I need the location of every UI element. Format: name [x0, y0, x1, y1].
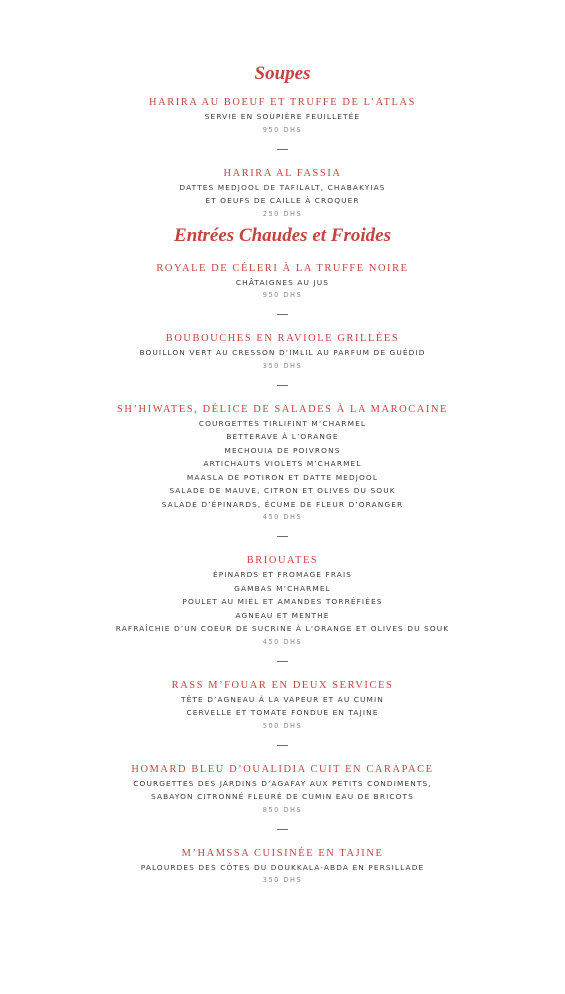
dish-bouchouches: [0, 332, 565, 373]
dish-name: RASS M’FOUAR EN DEUX SERVICES: [171, 679, 394, 691]
dish-description: COURGETTES DES JARDINS D’AGAFAY AUX PETITS CONDIMENTS,: [133, 778, 432, 788]
section-title-entrees: Entrées Chaudes et Froides: [174, 224, 391, 246]
separator: [277, 829, 288, 830]
separator: [277, 385, 288, 386]
section-title-soupes: Soupes: [254, 63, 311, 84]
dish-description: AGNEAU ET MENTHE: [235, 610, 330, 620]
dish-homard-bleu: [0, 763, 565, 817]
dish-description: POULET AU MIEL ET AMANDES TORRÉFIÉES: [182, 597, 383, 606]
dish-harira-boeuf: [0, 96, 565, 137]
dish-price: 350 DHS: [262, 876, 303, 884]
dish-shhiwates: [0, 403, 565, 525]
dish-mhamssa: [0, 847, 565, 888]
dish-rass-mfouar: [0, 679, 565, 733]
separator: [277, 745, 288, 746]
dish-description: CHÂTAIGNES AU JUS: [235, 277, 330, 287]
dish-description: RAFRAÎCHIE D’UN COEUR DE SUCRINE À L’ORANGE ET OLIVES DU SOUK: [115, 624, 450, 633]
separator: [277, 661, 288, 662]
dish-name: M’HAMSSA CUISINÉE EN TAJINE: [181, 847, 384, 859]
dish-description: SABAYON CITRONNÉ FLEURÉ DE CUMIN EAU DE BRICOTS: [151, 792, 414, 801]
dish-description: SALADE DE MAUVE, CITRON ET OLIVES DU SOUK: [169, 486, 396, 495]
dish-name: HOMARD BLEU D’OUALIDIA CUIT EN CARAPACE: [131, 763, 434, 775]
dish-description: ET OEUFS DE CAILLE À CROQUER: [205, 196, 360, 205]
dish-royale-celeri: [0, 262, 565, 303]
dish-price: 450 DHS: [262, 637, 303, 646]
dish-name: SH’HIWATES, DÉLICE DE SALADES À LA MAROCAINE: [116, 403, 449, 415]
dish-description: CERVELLE ET TOMATE FONDUE EN TAJINE: [186, 708, 379, 717]
dish-name: BRIOUATES: [246, 555, 319, 566]
dish-description: ARTICHAUTS VIOLETS M’CHARMEL: [203, 459, 362, 468]
separator: [277, 536, 288, 537]
dish-price: 850 DHS: [262, 805, 303, 814]
dish-price: 450 DHS: [262, 513, 303, 521]
dish-description: COURGETTES TIRLIFINT M’CHARMEL: [198, 418, 367, 428]
dish-description: SALADE D’ÉPINARDS, ÉCUME DE FLEUR D’ORANGER: [161, 499, 404, 509]
dish-description: DATTES MEDJOOL DE TAFILALT, CHABAKYIAS: [179, 182, 386, 192]
dish-price: 500 DHS: [262, 721, 303, 730]
dish-harira-fassia: [0, 167, 565, 221]
dish-name: HARIRA AL FASSIA: [223, 167, 342, 179]
dish-name: BOUBOUCHES EN RAVIOLE GRILLÉES: [165, 333, 400, 344]
dish-description: GAMBAS M’CHARMEL: [234, 583, 331, 593]
dish-description: PALOURDES DES CÔTES DU DOUKKALA-ABDA EN PERSILLADE: [140, 862, 425, 872]
dish-price: 950 DHS: [262, 125, 303, 134]
dish-description: MAASLA DE POTIRON ET DATTE MEDJOOL: [186, 472, 379, 482]
dish-name: HARIRA AU BOEUF ET TRUFFE DE L’ATLAS: [149, 97, 416, 108]
separator: [277, 149, 288, 150]
dish-description: SERVIE EN SOUPIÈRE FEUILLETÉE: [204, 112, 361, 121]
dish-description: TÊTE D’AGNEAU À LA VAPEUR ET AU CUMIN: [181, 694, 384, 704]
dish-description: ÉPINARDS ET FROMAGE FRAIS: [212, 570, 353, 579]
dish-price: 250 DHS: [262, 209, 303, 218]
dish-price: 350 DHS: [262, 361, 303, 370]
dish-description: BETTERAVE À L’ORANGE: [226, 432, 339, 441]
dish-price: 950 DHS: [262, 291, 303, 299]
dish-briouates: [0, 554, 565, 649]
menu: [0, 62, 565, 887]
dish-description: BOUILLON VERT AU CRESSON D’IMLIL AU PARFUM DE GUÉDID: [139, 348, 426, 357]
dish-description: MECHOUIA DE POIVRONS: [224, 445, 341, 455]
separator: [277, 314, 288, 315]
dish-name: ROYALE DE CÉLERI À LA TRUFFE NOIRE: [156, 262, 409, 274]
